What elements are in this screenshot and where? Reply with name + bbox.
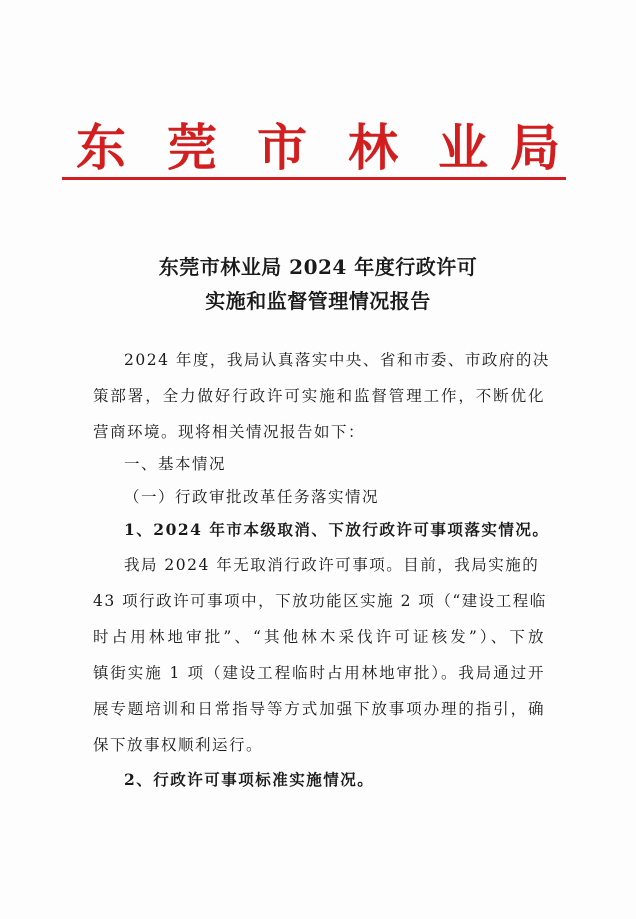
letterhead	[0, 118, 636, 178]
section-heading: 一、基本情况	[124, 455, 227, 473]
paragraph-line: 保下放事权顺利运行。	[93, 736, 264, 754]
paragraph-line: 43 项行政许可事项中，下放功能区实施 2 项（“建设工程临	[93, 592, 547, 610]
item-heading: 2、行政许可事项标准实施情况。	[124, 770, 375, 789]
paragraph-line: 镇街实施 1 项（建设工程临时占用林地审批）。我局通过开	[93, 664, 545, 682]
paragraph-line: 时占用林地审批”、“其他林木采伐许可证核发”）、下放	[93, 628, 545, 646]
item-heading: 1、2024 年市本级取消、下放行政许可事项落实情况。	[124, 520, 550, 539]
letterhead-char: 局	[510, 118, 560, 177]
letterhead-char: 业	[438, 118, 488, 177]
letterhead-char: 市	[257, 118, 307, 177]
subsection-heading: （一）行政审批改革任务落实情况	[124, 488, 380, 506]
paragraph-line: 我局 2024 年无取消行政许可事项。目前，我局实施的	[124, 556, 540, 574]
letterhead-char: 东	[76, 118, 126, 177]
letterhead-divider	[62, 177, 566, 180]
intro-line: 策部署，全力做好行政许可实施和监督管理工作，不断优化	[93, 387, 545, 405]
document-title-line-2: 实施和监督管理情况报告	[205, 289, 431, 313]
intro-line: 营商环境。现将相关情况报告如下：	[93, 423, 366, 441]
letterhead-char: 莞	[167, 118, 217, 177]
intro-line: 2024 年度，我局认真落实中央、省和市委、市政府的决	[124, 351, 550, 369]
paragraph-line: 展专题培训和日常指导等方式加强下放事项办理的指引，确	[93, 700, 545, 718]
document-title-line-1: 东莞市林业局 2024 年度行政许可	[158, 255, 478, 279]
letterhead-char: 林	[348, 118, 398, 177]
